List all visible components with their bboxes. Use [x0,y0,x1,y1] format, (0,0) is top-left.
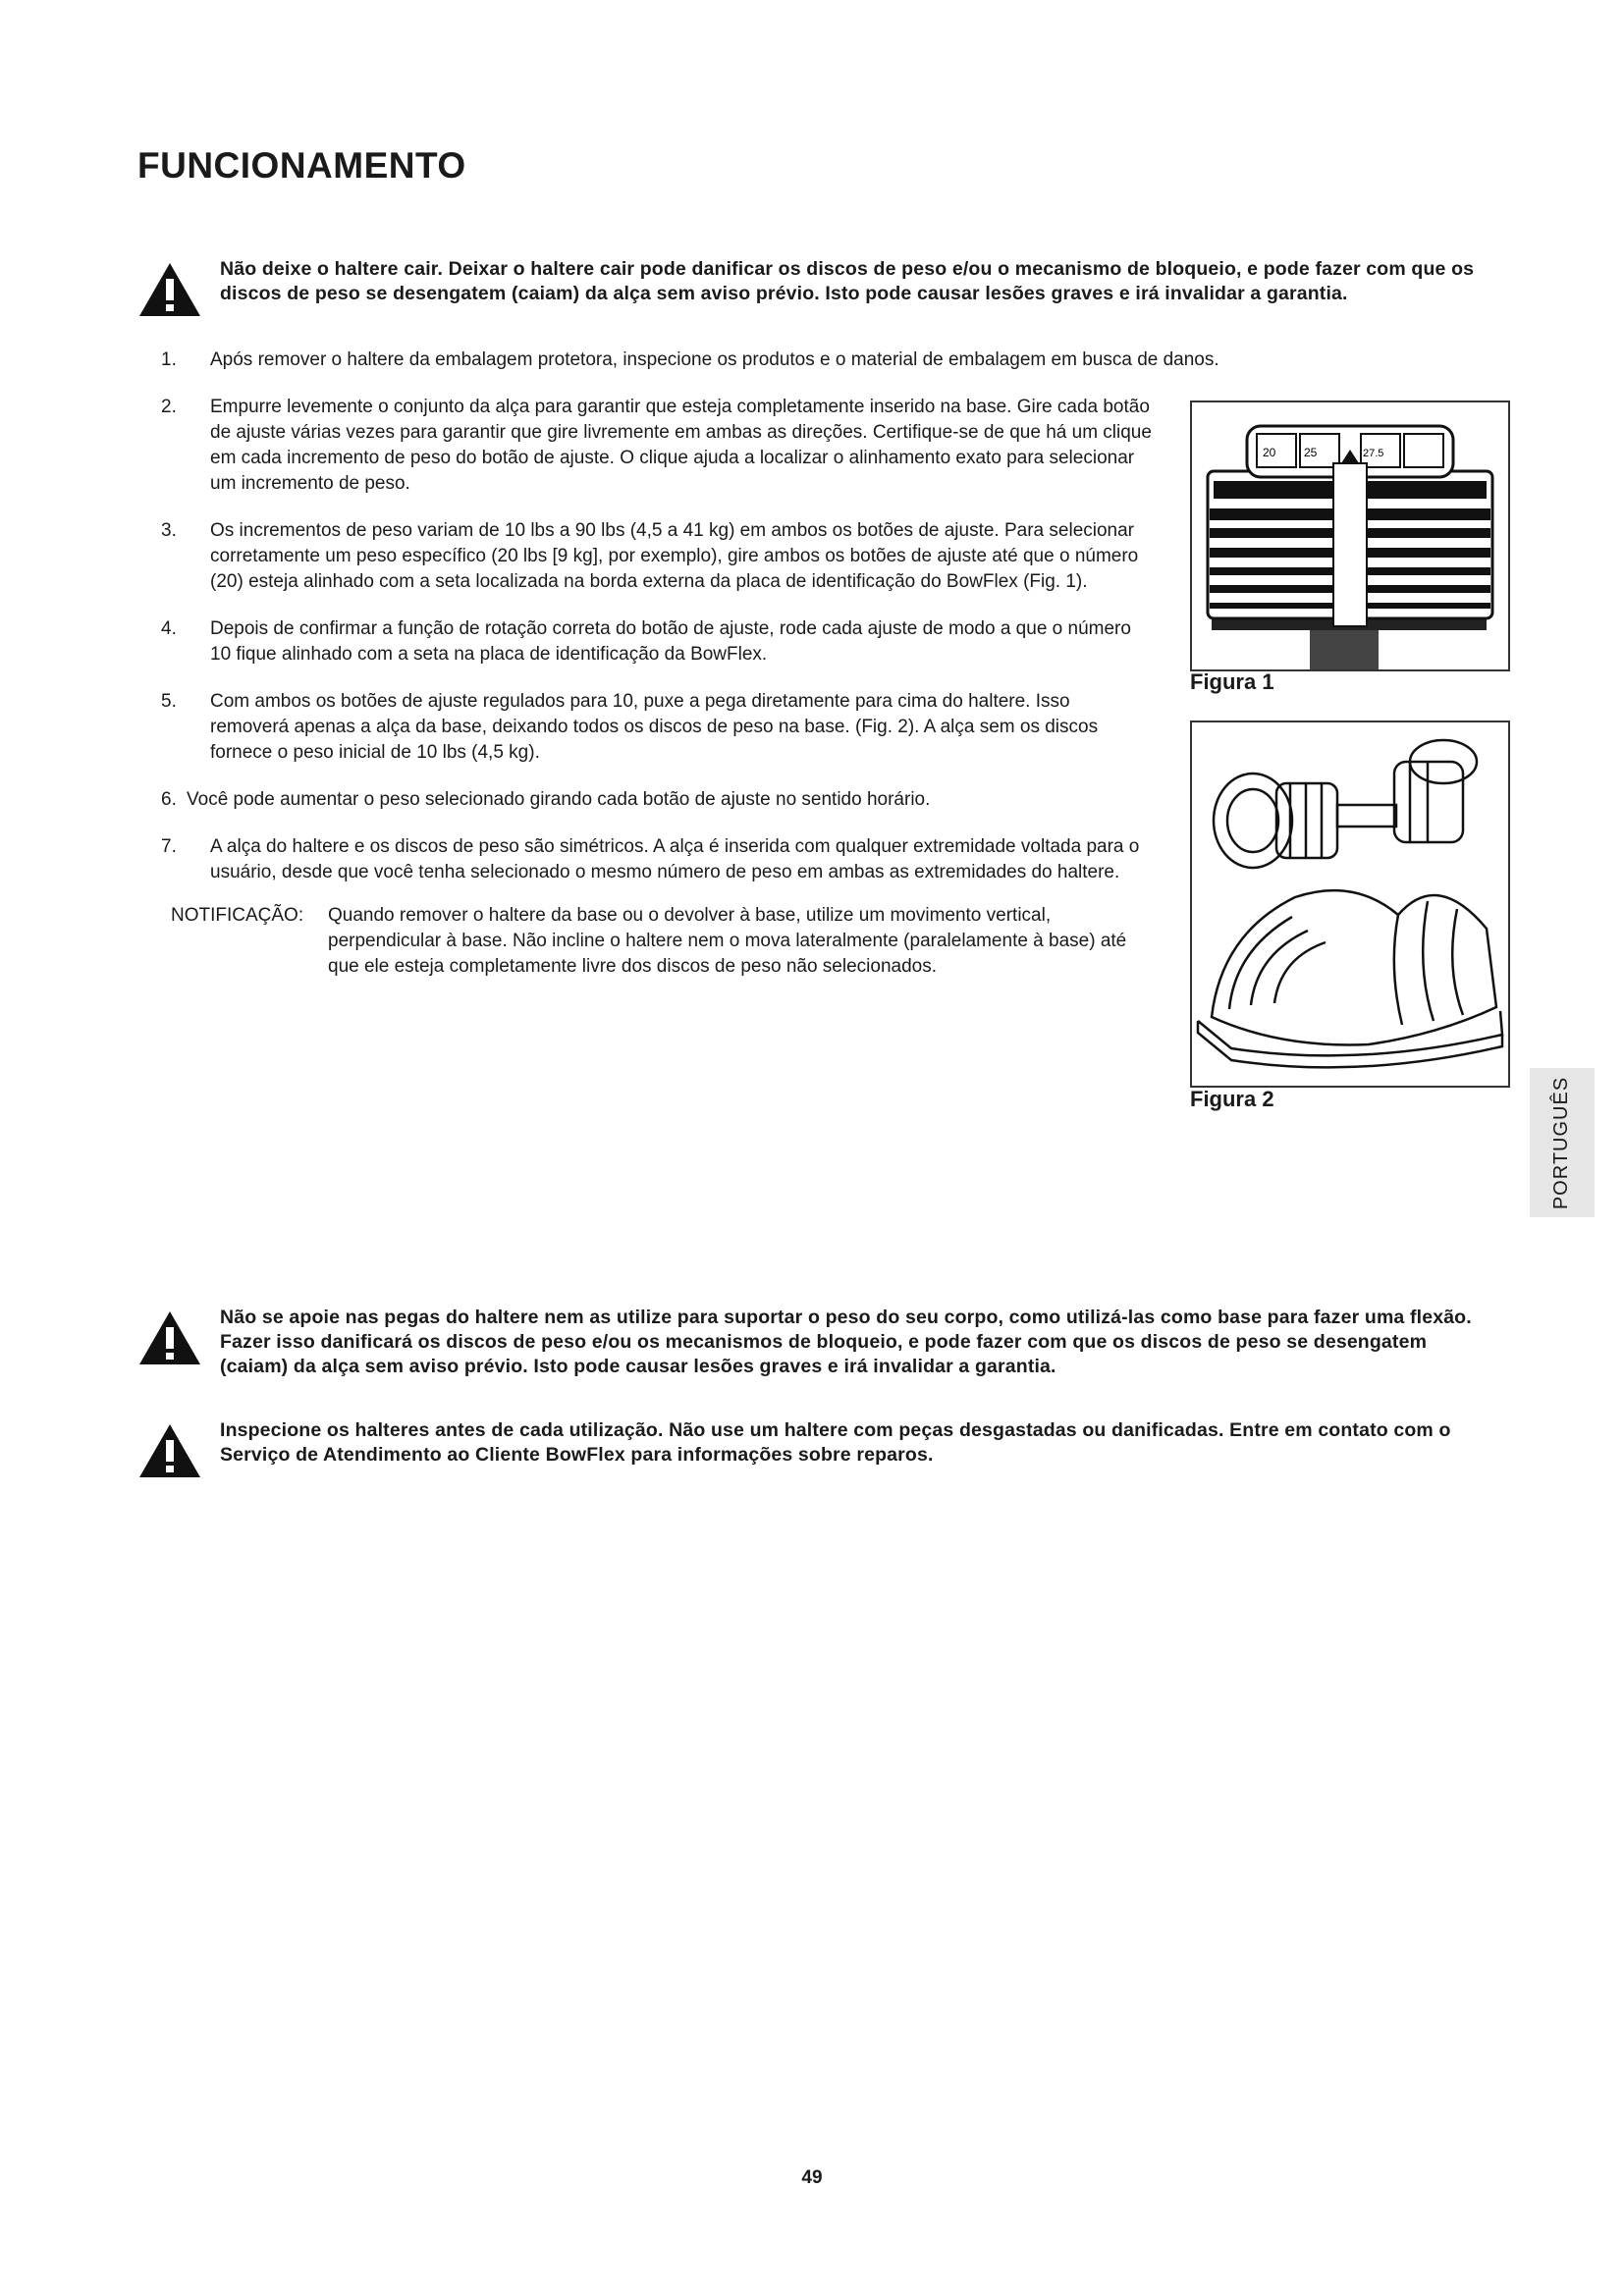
step-number: 1. [161,349,177,370]
dumbbell-base-illustration [1192,722,1508,1086]
warning-icon [137,1309,202,1366]
dial-label: 25 [1304,446,1318,459]
warning-text: Inspecione os halteres antes de cada utilização. Não use um haltere com peças desgastadas ou danificadas. Entre em contato com o Serviço de Atendimento ao Cliente BowFlex para informações sobre reparos. [220,1419,1451,1466]
language-tab [1530,1068,1595,1217]
page-number: 49 [801,2167,823,2188]
step-number: 7. [161,836,177,857]
step-text: Após remover o haltere da embalagem protetora, inspecione os produtos e o material de embalagem em busca de danos. [210,349,1219,370]
step-number: 6. [161,789,177,810]
dumbbell-dial-illustration [1192,402,1508,669]
list-item [161,834,1153,885]
list-item [161,395,1153,497]
figure-2-caption: Figura 2 [1190,1087,1274,1111]
step-text: Empurre levemente o conjunto da alça para garantir que esteja completamente inserido na base. Gire cada botão de ajuste várias vezes para garantir que gire livremente em ambas as direções. Certifique-se de que há um clique em cada incremento de peso do botão de ajuste. O clique ajuda a localizar o alinhamento exato para selecionar um incremento de peso. [210,397,1152,494]
notice-label: NOTIFICAÇÃO: [171,905,304,926]
step-text: Depois de confirmar a função de rotação correta do botão de ajuste, rode cada ajuste de modo a que o número 10 fique alinhado com a seta na placa de identificação da BowFlex. [210,618,1131,665]
step-number: 4. [161,618,177,639]
warning-text: Não se apoie nas pegas do haltere nem as utilize para suportar o peso do seu corpo, como utilizá-las como base para fazer uma flexão. Fazer isso danificará os discos de peso e/ou os mecanismos de bloqueio, e pode fazer com que os discos de peso se desengatem (caiam) da alça sem aviso prévio. Isto pode causar lesões graves e irá invalidar a garantia. [220,1307,1472,1377]
step-text: Com ambos os botões de ajuste regulados para 10, puxe a pega diretamente para cima do haltere. Isso removerá apenas a alça da base, deixando todos os discos de peso na base. (Fig. 2). A alça sem os discos fornece o peso inicial de 10 lbs (4,5 kg). [210,691,1099,763]
warning-icon [137,1422,202,1479]
list-item [161,689,1153,766]
step-text: Você pode aumentar o peso selecionado girando cada botão de ajuste no sentido horário. [187,789,931,810]
warning-text: Não deixe o haltere cair. Deixar o haltere cair pode danificar os discos de peso e/ou o mecanismo de bloqueio, e pode fazer com que os discos de peso se desengatem (caiam) da alça sem aviso prévio. Isto pode causar lesões graves e irá invalidar a garantia. [220,258,1475,304]
dial-label: 20 [1263,446,1276,459]
step-number: 5. [161,691,177,712]
step-number: 3. [161,520,177,541]
steps-list [161,347,1219,980]
figure-1 [1190,400,1510,671]
step-number: 2. [161,397,177,417]
warning-icon [137,261,202,318]
language-tab-label: PORTUGUÊS [1550,1076,1573,1209]
warning-pushup [137,1306,1492,1379]
page-title: FUNCIONAMENTO [137,145,466,186]
notice [171,903,1153,980]
list-item [161,518,1153,595]
step-text: Os incrementos de peso variam de 10 lbs a 90 lbs (4,5 a 41 kg) em ambos os botões de ajuste. Para selecionar corretamente um peso específico (20 lbs [9 kg], por exemplo), gire ambos os botões de ajuste até que o número (20) esteja alinhado com a seta localizada na borda externa da placa de identificação do BowFlex (Fig. 1). [210,520,1139,592]
dial-label: 27.5 [1363,448,1384,459]
warning-inspect [137,1418,1492,1479]
list-item [161,616,1153,667]
list-item [161,347,1339,373]
step-text: A alça do haltere e os discos de peso são simétricos. A alça é inserida com qualquer extremidade voltada para o usuário, desde que você tenha selecionado o mesmo número de peso em ambas as extremidades do haltere. [210,836,1140,882]
figure-2 [1190,721,1510,1088]
list-item [161,787,1153,813]
notice-text: Quando remover o haltere da base ou o devolver à base, utilize um movimento vertical, perpendicular à base. Não incline o haltere nem o mova lateralmente (paralelamente à base) até que ele esteja completamente livre dos discos de peso não selecionados. [328,905,1127,977]
figure-1-caption: Figura 1 [1190,669,1274,694]
warning-drop [137,257,1492,318]
